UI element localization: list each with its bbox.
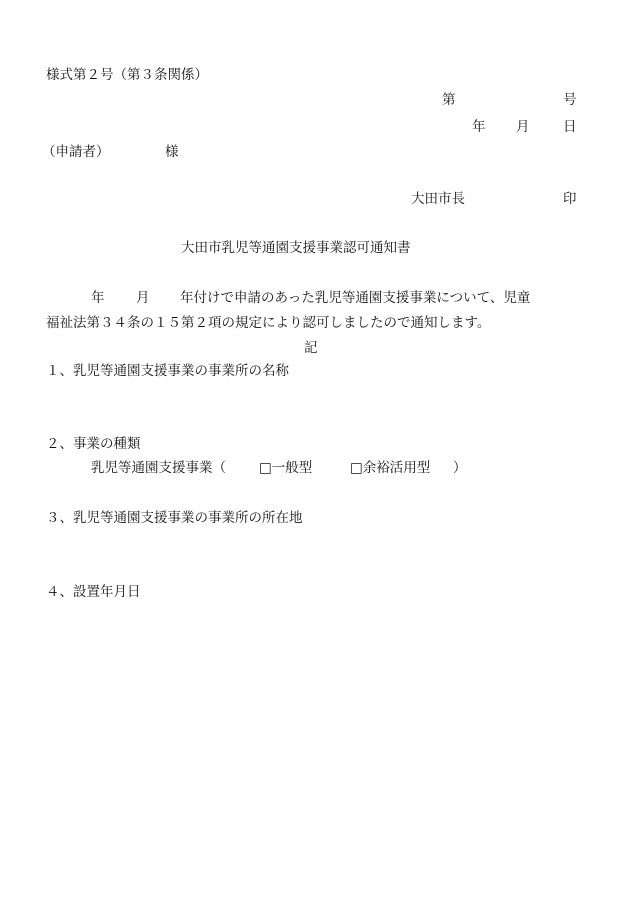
issuer-name: 大田市長 [411,191,465,207]
form-number-label: 様式第２号（第３条関係） [46,67,208,83]
date-day-label: 日 [563,119,577,135]
document-number-suffix: 号 [563,92,577,108]
applicant-honorific: 様 [165,144,179,160]
item-facility-name: １、乳児等通園支援事業の事業所の名称 [46,363,289,379]
business-type-prefix: 乳児等通園支援事業（ [91,460,226,476]
record-label: 記 [304,340,318,356]
body-year-label: 年 [91,290,105,306]
document-title: 大田市乳児等通園支援事業認可通知書 [181,240,411,256]
item-business-type: ２、事業の種類 [46,436,141,452]
checkbox-general-type: □一般型 [259,460,313,476]
seal-mark: 印 [563,191,577,207]
item-facility-address: ３、乳児等通園支援事業の事業所の所在地 [46,510,303,526]
document-number-prefix: 第 [442,92,456,108]
item-establishment-date: ４、設置年月日 [46,584,141,600]
body-month-label: 月 [136,290,150,306]
body-text-line1: 年付けで申請のあった乳児等通園支援事業について、児童 [180,290,531,306]
checkbox-surplus-type: □余裕活用型 [350,460,431,476]
business-type-suffix: ） [453,460,467,476]
applicant-label: （申請者） [42,144,110,160]
date-month-label: 月 [516,119,530,135]
body-text-line2: 福祉法第３４条の１５第２項の規定により認可しましたので通知します。 [46,315,491,331]
date-year-label: 年 [472,119,486,135]
